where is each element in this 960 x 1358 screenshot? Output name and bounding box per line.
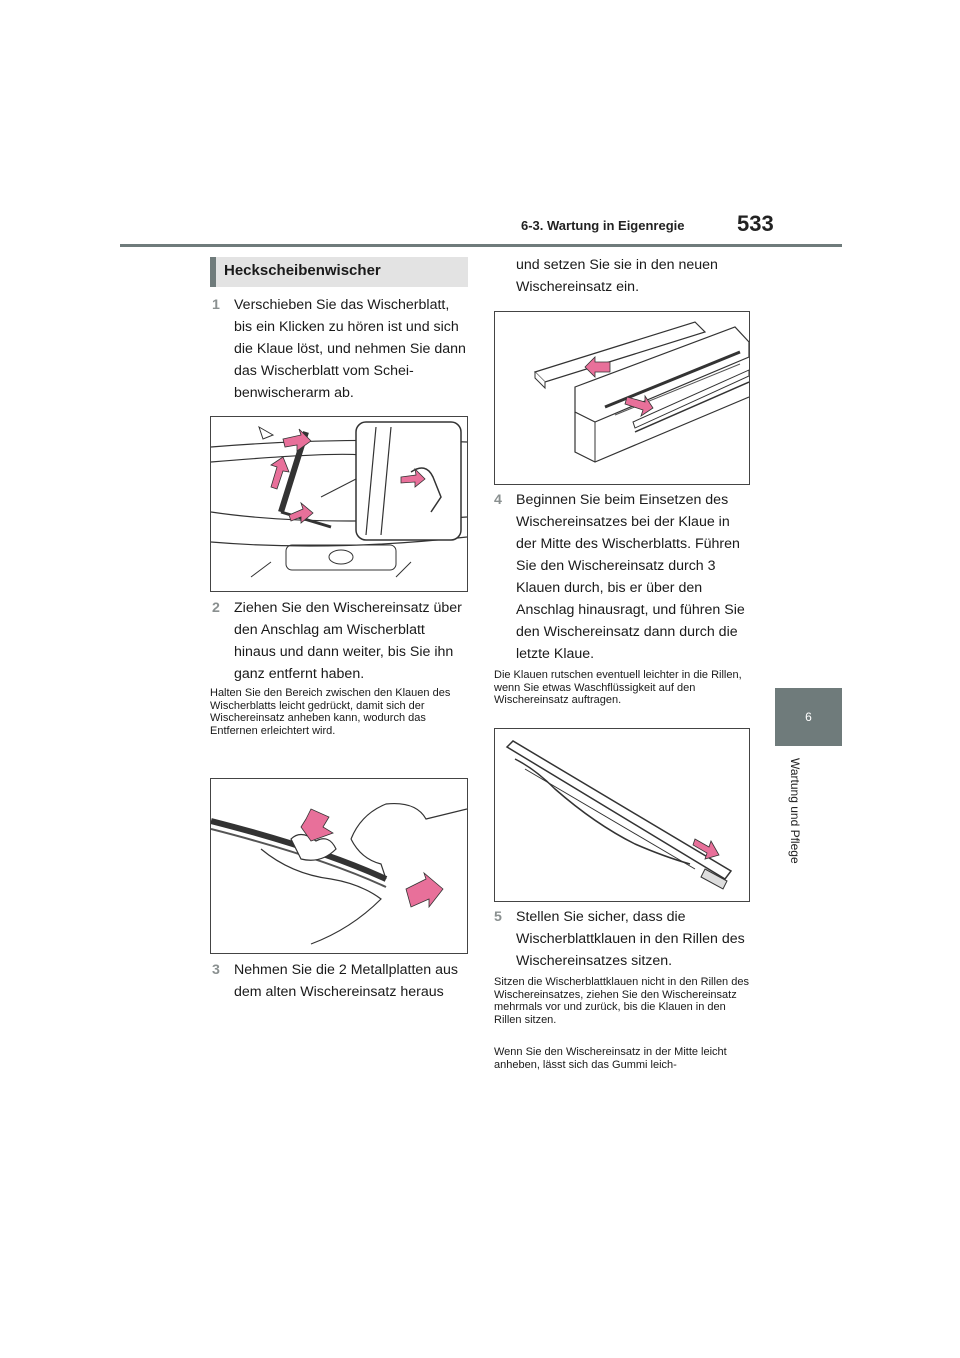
step-text bbox=[234, 959, 470, 1003]
figure-blade-check bbox=[494, 728, 750, 902]
step-3-continuation bbox=[516, 254, 754, 298]
step-number: 3 bbox=[212, 962, 220, 978]
section-title-box bbox=[210, 257, 468, 287]
section-title: Heckscheibenwischer bbox=[224, 262, 381, 279]
wiper-arm-illustration bbox=[211, 417, 467, 591]
page-number: 533 bbox=[737, 211, 774, 236]
step-3 bbox=[212, 959, 468, 1003]
note-step-5b: Wenn Sie den Wischereinsatz in der Mitte leicht anheben, lässt sich das Gummi leich- bbox=[494, 1046, 727, 1071]
note-step-2: Halten Sie den Bereich zwischen den Klauen des Wischerblatts leicht gedrückt, damit sich der Wischereinsatz anheben kann, wodurch das Entfernen erleichtert wird. bbox=[210, 687, 451, 737]
blade-check-illustration bbox=[495, 729, 749, 901]
figure-wiper-arm-removal bbox=[210, 416, 468, 592]
step-3-continuation-text: und setzen Sie sie in den neuen Wischereinsatz ein. bbox=[516, 257, 718, 295]
step-text: Beginnen Sie beim Einsetzen des Wischereinsatzes bei der Klaue in der Mitte des Wischerblatts. Führen Sie den Wischereinsatz durch 3 Klauen durch, bis er über den Anschlag hinausragt, und führen Sie den Wischereinsatz dann durch die letzte Klaue. bbox=[516, 492, 745, 662]
section-title-marker bbox=[210, 257, 216, 287]
figure-metal-plates bbox=[494, 311, 750, 485]
chapter-tab bbox=[775, 688, 842, 746]
step-text: Stellen Sie sicher, dass die Wischerblattklauen in den Rillen des Wischereinsatzes sitzen. bbox=[516, 909, 745, 969]
step-number: 1 bbox=[212, 297, 220, 313]
step-3-line-a: Nehmen Sie die 2 Metallplatten aus bbox=[234, 962, 458, 978]
step-text: Ziehen Sie den Wischereinsatz über den Anschlag am Wischerblatt hinaus und dann weiter, bis Sie ihn ganz entfernt haben. bbox=[234, 600, 462, 682]
chapter-number: 6 bbox=[805, 710, 812, 724]
step-number: 2 bbox=[212, 600, 220, 616]
step-5 bbox=[494, 906, 754, 972]
step-2 bbox=[212, 597, 468, 685]
section-header: 6-3. Wartung in Eigenregie bbox=[521, 218, 685, 233]
step-text: Verschieben Sie das Wischerblatt, bis ein Klicken zu hören ist und sich die Klaue löst, und nehmen Sie dann das Wischerblatt vom Schei-benwischerarm ab. bbox=[234, 297, 466, 401]
step-4 bbox=[494, 489, 754, 665]
step-1 bbox=[212, 294, 468, 404]
step-number: 4 bbox=[494, 492, 502, 508]
note-step-5a: Sitzen die Wischerblattklauen nicht in den Rillen des Wischereinsatzes, ziehen Sie den Wischereinsatz mehrmals vor und zurück, bis die Klauen in den Rillen sitzen. bbox=[494, 976, 749, 1026]
note-step-4: Die Klauen rutschen eventuell leichter in die Rillen, wenn Sie etwas Waschflüssigkeit auf den Wischereinsatz auftragen. bbox=[494, 669, 742, 707]
chapter-side-label bbox=[784, 758, 808, 888]
header-divider bbox=[120, 244, 842, 247]
insert-removal-illustration bbox=[211, 779, 467, 953]
chapter-title: Wartung und Pflege bbox=[788, 758, 802, 864]
step-3-line-b: dem alten Wischereinsatz heraus bbox=[234, 984, 444, 1000]
step-number: 5 bbox=[494, 909, 502, 925]
metal-plates-illustration bbox=[495, 312, 749, 484]
figure-insert-removal bbox=[210, 778, 468, 954]
